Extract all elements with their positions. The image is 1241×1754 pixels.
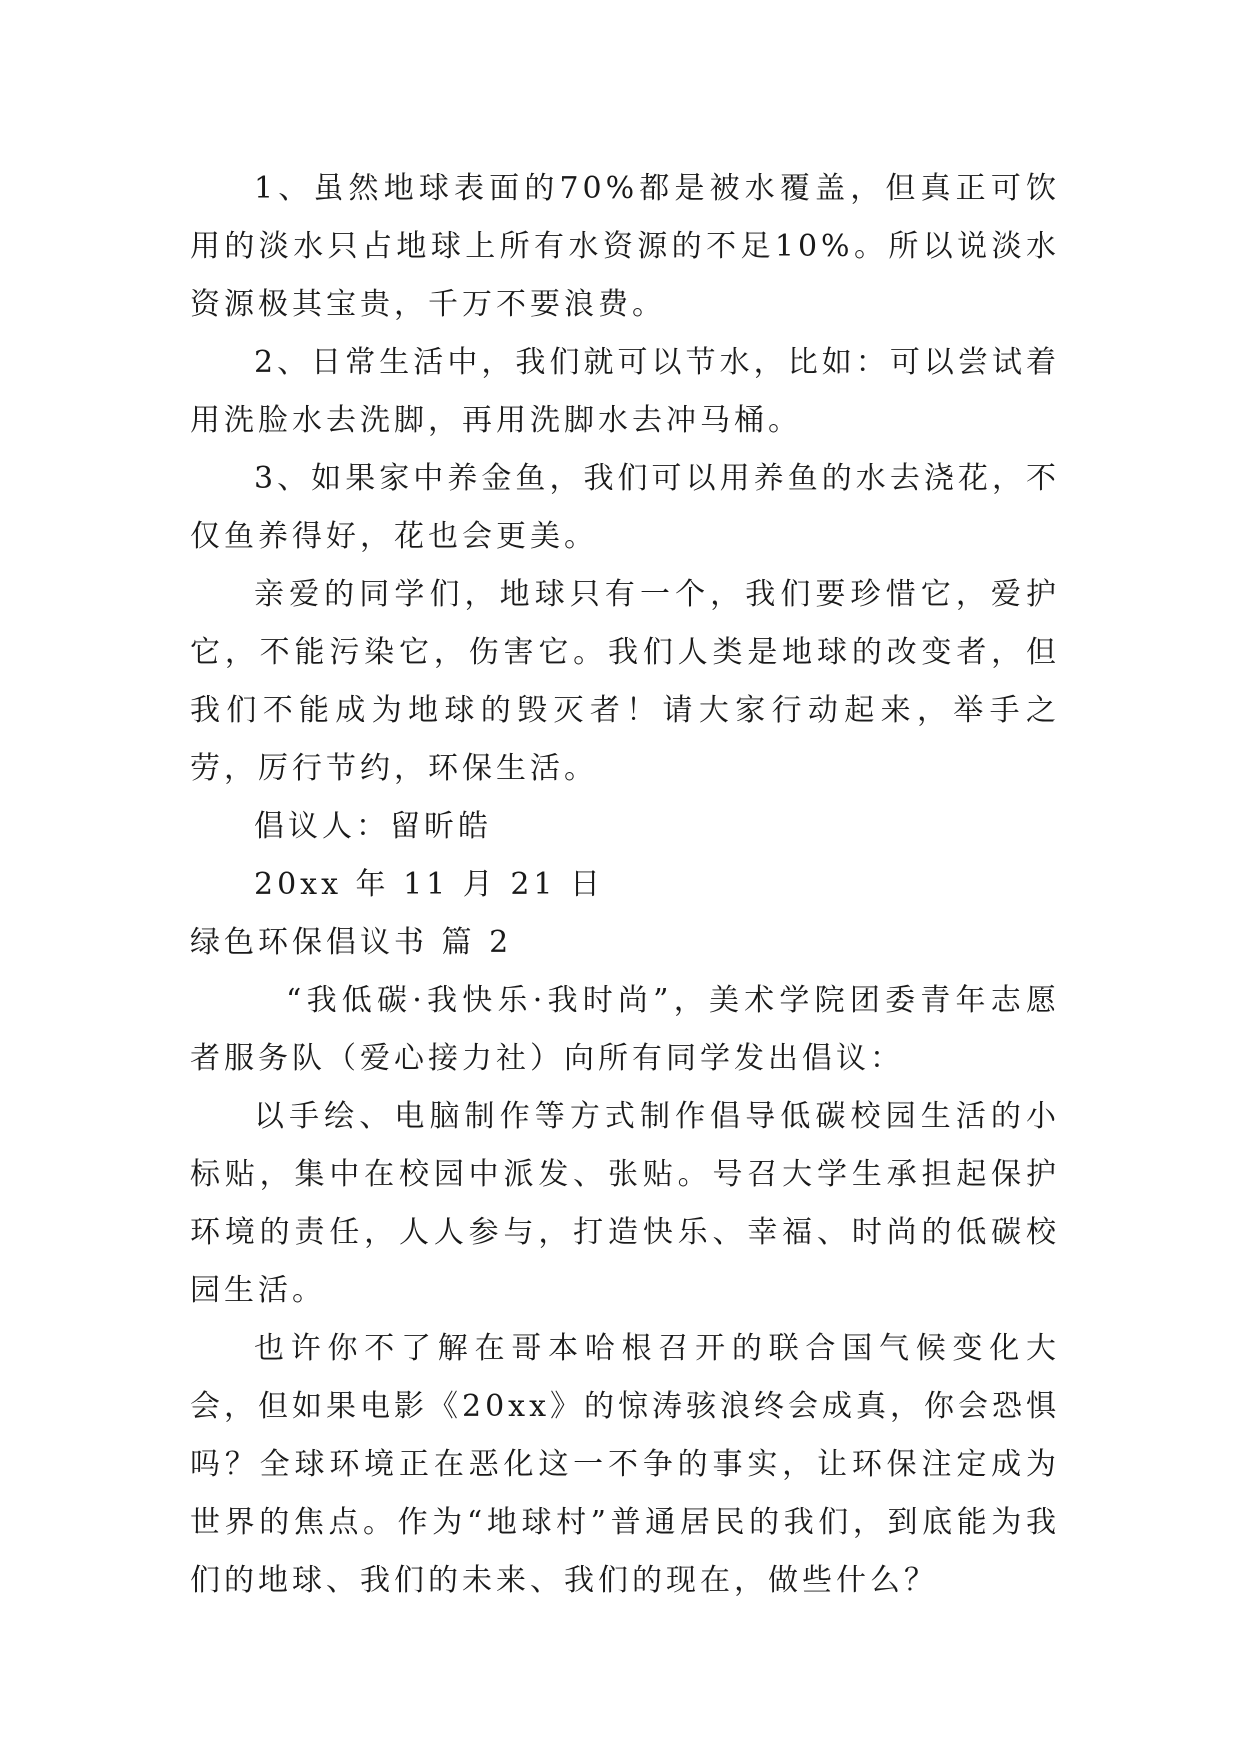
paragraph-slogan: “我低碳·我快乐·我时尚”，美术学院团委青年志愿者服务队（爱心接力社）向所有同学发出倡议： — [190, 983, 1060, 1076]
signature-line: 倡议人：留昕皓 — [254, 809, 492, 844]
paragraph-stickers: 以手绘、电脑制作等方式制作倡导低碳校园生活的小标贴，集中在校园中派发、张贴。号召大学生承担起保护环境的责任，人人参与，打造快乐、幸福、时尚的低碳校园生活。 — [190, 1099, 1060, 1308]
date-line: 20xx 年 11 月 21 日 — [254, 867, 605, 902]
paragraph-climate: 也许你不了解在哥本哈根召开的联合国气候变化大会，但如果电影《20xx》的惊涛骇浪终会成真，你会恐惧吗？全球环境正在恶化这一不争的事实，让环保注定成为世界的焦点。作为“地球村”普通居民的我们，到底能为我们的地球、我们的未来、我们的现在，做些什么？ — [190, 1331, 1061, 1598]
paragraph-appeal: 亲爱的同学们，地球只有一个，我们要珍惜它，爱护它，不能污染它，伤害它。我们人类是地球的改变者，但我们不能成为地球的毁灭者！请大家行动起来，举手之劳，厉行节约，环保生活。 — [190, 577, 1060, 786]
paragraph-daily-saving: 2、日常生活中，我们就可以节水，比如：可以尝试着用洗脸水去洗脚，再用洗脚水去冲马桶。 — [190, 345, 1060, 438]
section-title: 绿色环保倡议书 篇 2 — [190, 925, 513, 960]
paragraph-goldfish: 3、如果家中养金鱼，我们可以用养鱼的水去浇花，不仅鱼养得好，花也会更美。 — [190, 461, 1060, 554]
document-body — [190, 160, 1060, 1610]
paragraph-water-coverage: 1、虽然地球表面的70%都是被水覆盖，但真正可饮用的淡水只占地球上所有水资源的不足10%。所以说淡水资源极其宝贵，千万不要浪费。 — [190, 171, 1060, 322]
